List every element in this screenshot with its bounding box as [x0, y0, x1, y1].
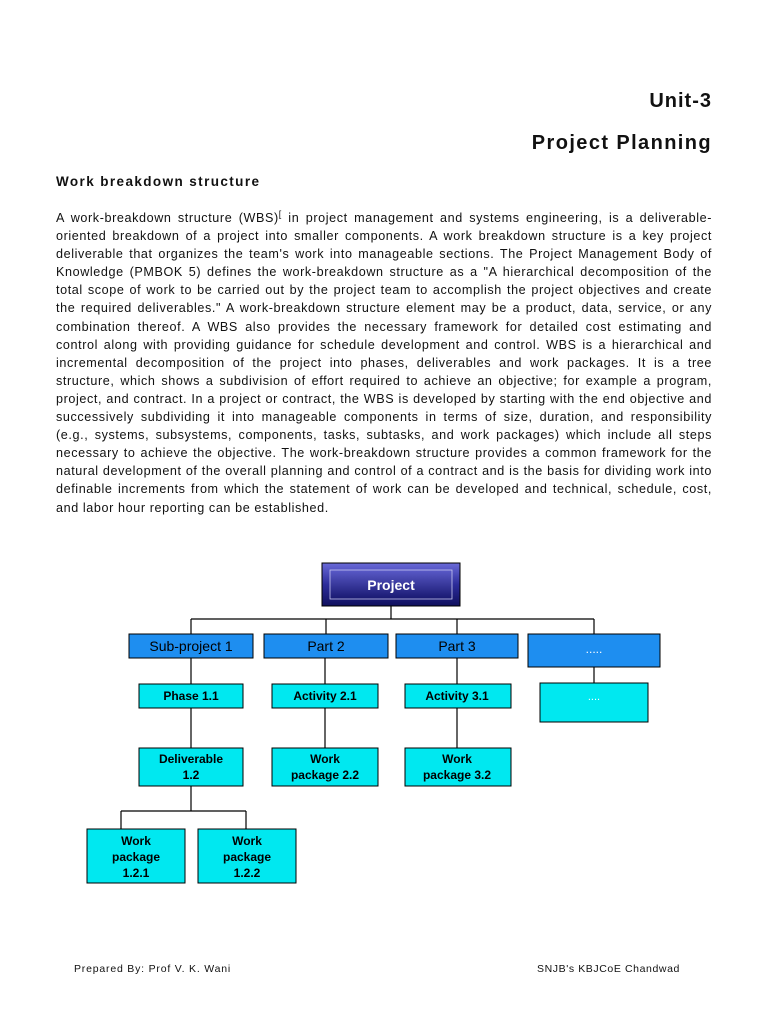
node-label: Part 2	[307, 638, 345, 654]
node-label: Phase 1.1	[163, 689, 219, 703]
footer-institution: SNJB's KBJCoE Chandwad	[536, 963, 680, 975]
node-label-project: Project	[367, 577, 415, 593]
node-label: Activity 2.1	[293, 689, 357, 703]
node-label: ....	[587, 691, 601, 703]
node-label-line3: 1.2.2	[233, 866, 261, 880]
unit-number: Unit-3	[649, 90, 712, 112]
node-label-line2: package	[222, 850, 272, 864]
wbs-node-more-parts	[528, 634, 660, 667]
footer-author: Prepared By: Prof V. K. Wani	[74, 963, 232, 975]
node-label-line1: Work	[121, 834, 151, 848]
paragraph-start: A work-breakdown structure (WBS)	[56, 211, 279, 225]
node-label-line2: package 2.2	[290, 768, 360, 782]
node-label: Sub-project 1	[149, 638, 233, 654]
wbs-node-work-package-3-2	[405, 748, 511, 786]
wbs-node-sub-project-1	[129, 634, 253, 658]
node-label: Activity 3.1	[425, 689, 489, 703]
node-label-line2: package	[111, 850, 161, 864]
page-title: Project Planning	[531, 132, 712, 154]
paragraph-rest: in project management and systems engineering, is a deliverable-oriented breakdown of a project into smaller components. A work breakdown structure is a key project deliverable that organizes the team's work into manageable sections. The Project Management Body of Knowledge (PMBOK 5) defines the work-breakdown structure as a "A hierarchical decomposition of the total scope of work to be carried out by the project team to accomplish the project objectives and create the required deliverables." A work-breakdown structure element may be a product, data, service, or any combination thereof. A WBS also provides the necessary framework for detailed cost estimating and control along with providing guidance for schedule development and control. WBS is a hierarchical and incremental decomposition of the project into phases, deliverables and work packages. It is a tree structure, which shows a subdivision of effort required to achieve an objective; for example a program, project, and contract. In a project or contract, the WBS is developed by starting with the end objective and successively subdividing it into manageable components in terms of size, duration, and responsibility (e.g., systems, subsystems, components, tasks, subtasks, and work packages) which include all steps necessary to achieve the objective. The work-breakdown structure provides a common framework for the natural development of the overall planning and control of a contract and is the basis for dividing work into definable increments from which the statement of work can be developed and technical, schedule, cost, and labor hour reporting can be established.	[56, 211, 712, 515]
reference-mark: [	[278, 208, 282, 219]
wbs-node-activity-2-1	[272, 684, 378, 708]
wbs-node-activity-3-1	[405, 684, 511, 708]
node-label-line2: 1.2	[182, 768, 200, 782]
node-label: .....	[585, 642, 603, 656]
wbs-node-phase-1-1	[139, 684, 243, 708]
wbs-node-work-package-2-2	[272, 748, 378, 786]
wbs-node-project	[322, 563, 460, 606]
node-label-line1: Work	[310, 752, 340, 766]
node-label-line1: Deliverable	[158, 752, 224, 766]
node-label-line3: 1.2.1	[122, 866, 150, 880]
node-label-line2: package 3.2	[422, 768, 492, 782]
section-heading: Work breakdown structure	[56, 174, 261, 189]
node-label-line1: Work	[232, 834, 262, 848]
wbs-node-work-package-1-2-1	[87, 829, 185, 883]
wbs-node-part-3	[396, 634, 518, 658]
wbs-node-deliverable-1-2	[139, 748, 243, 786]
wbs-node-work-package-1-2-2	[198, 829, 296, 883]
node-label: Part 3	[438, 638, 476, 654]
node-label-line1: Work	[442, 752, 472, 766]
wbs-node-more-activities	[540, 683, 648, 722]
wbs-node-part-2	[264, 634, 388, 658]
